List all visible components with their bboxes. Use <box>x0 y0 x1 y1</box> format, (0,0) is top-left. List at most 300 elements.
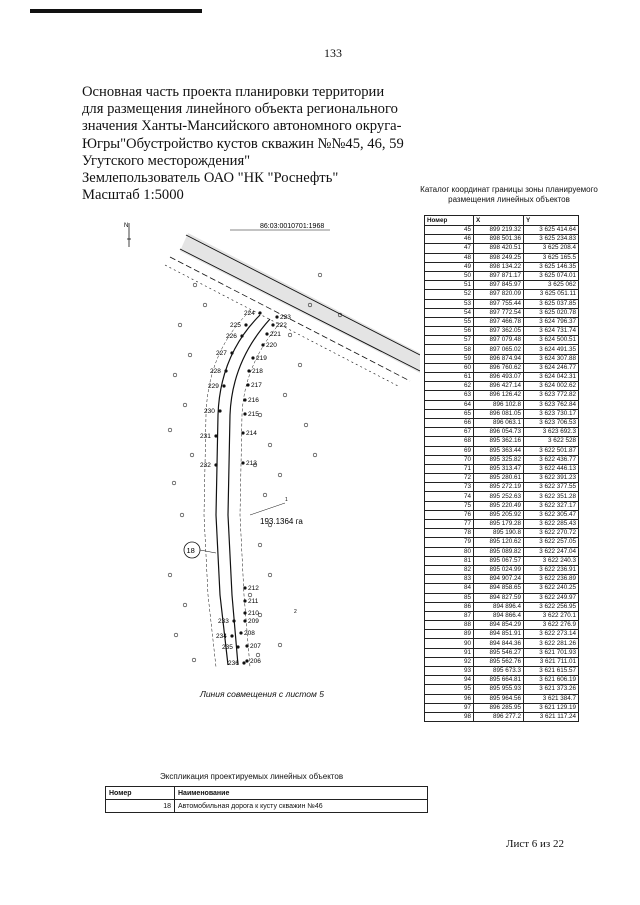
tree-symbol-icon <box>248 593 252 597</box>
catalog-row <box>425 428 579 437</box>
catalog-cell-y: 3 622 528 <box>524 437 579 446</box>
boundary-point-marker <box>236 645 239 648</box>
boundary-point-marker <box>246 383 249 386</box>
catalog-cell-y: 3 622 351.28 <box>524 492 579 501</box>
catalog-cell-y: 3 624 307.88 <box>524 354 579 363</box>
boundary-point-label: 206 <box>250 658 261 665</box>
title-line: значения Ханты-Мансийского автономного округа- <box>82 118 402 135</box>
catalog-cell-number: 50 <box>425 271 474 280</box>
boundary-point-marker <box>243 611 246 614</box>
pipeline-corridor <box>165 233 420 387</box>
catalog-cell-y: 3 622 377.55 <box>524 483 579 492</box>
boundary-point-marker <box>239 631 242 634</box>
catalog-cell-y: 3 622 270.1 <box>524 611 579 620</box>
catalog-cell-y: 3 625 414.64 <box>524 226 579 235</box>
catalog-row <box>425 584 579 593</box>
area-number-2: 2 <box>294 609 297 615</box>
catalog-row <box>425 391 579 400</box>
catalog-cell-number: 72 <box>425 474 474 483</box>
tree-symbol-icon <box>178 323 182 327</box>
sheet-number: Лист 6 из 22 <box>506 838 565 850</box>
catalog-row <box>425 464 579 473</box>
catalog-cell-y: 3 622 236.91 <box>524 565 579 574</box>
explication-header-name: Наименование <box>175 787 428 800</box>
catalog-row <box>425 327 579 336</box>
catalog-cell-y: 3 625 062 <box>524 281 579 290</box>
catalog-row <box>425 529 579 538</box>
catalog-cell-number: 67 <box>425 428 474 437</box>
tree-symbol-icon <box>318 273 322 277</box>
catalog-cell-number: 84 <box>425 584 474 593</box>
boundary-point-label: 208 <box>244 630 255 637</box>
catalog-row <box>425 575 579 584</box>
boundary-point-marker <box>218 409 221 412</box>
catalog-cell-number: 48 <box>425 253 474 262</box>
boundary-point-marker <box>232 619 235 622</box>
explication-title: Экспликация проектируемых линейных объектов <box>160 772 344 781</box>
boundary-point-marker <box>245 644 248 647</box>
boundary-point-marker <box>230 634 233 637</box>
catalog-cell-number: 97 <box>425 703 474 712</box>
catalog-row <box>425 235 579 244</box>
tree-symbol-icon <box>288 333 292 337</box>
catalog-cell-y: 3 622 240.3 <box>524 556 579 565</box>
catalog-row <box>425 685 579 694</box>
catalog-cell-y: 3 625 074.01 <box>524 271 579 280</box>
catalog-cell-y: 3 624 246.77 <box>524 363 579 372</box>
boundary-point-label: 228 <box>210 368 221 375</box>
catalog-cell-number: 46 <box>425 235 474 244</box>
catalog-cell-number: 56 <box>425 327 474 336</box>
catalog-cell-x: 894 896.4 <box>474 602 524 611</box>
boundary-point-label: 211 <box>248 598 259 605</box>
catalog-cell-y: 3 622 281.26 <box>524 639 579 648</box>
catalog-cell-y: 3 624 500.51 <box>524 336 579 345</box>
catalog-cell-x: 896 285.95 <box>474 703 524 712</box>
catalog-cell-number: 77 <box>425 520 474 529</box>
catalog-cell-y: 3 624 796.37 <box>524 317 579 326</box>
catalog-row <box>425 290 579 299</box>
catalog-cell-x: 898 249.25 <box>474 253 524 262</box>
catalog-cell-number: 91 <box>425 648 474 657</box>
catalog-cell-x: 896 277.2 <box>474 712 524 721</box>
boundary-point-marker <box>275 315 278 318</box>
catalog-cell-number: 90 <box>425 639 474 648</box>
tree-symbol-icon <box>192 658 196 662</box>
catalog-cell-number: 95 <box>425 685 474 694</box>
catalog-cell-x: 897 820.09 <box>474 290 524 299</box>
coordinate-catalog-table <box>424 215 579 722</box>
tree-symbol-icon <box>183 603 187 607</box>
tree-symbol-icon <box>283 393 287 397</box>
catalog-row <box>425 400 579 409</box>
catalog-cell-y: 3 621 129.19 <box>524 703 579 712</box>
tree-symbol-icon <box>256 653 260 657</box>
catalog-cell-y: 3 625 208.4 <box>524 244 579 253</box>
catalog-cell-x: 897 362.05 <box>474 327 524 336</box>
object-number: 18 <box>186 546 195 555</box>
catalog-cell-number: 98 <box>425 712 474 721</box>
catalog-cell-x: 894 844.36 <box>474 639 524 648</box>
boundary-point-label: 209 <box>248 618 259 625</box>
catalog-cell-x: 896 054.73 <box>474 428 524 437</box>
header-rule <box>30 9 202 13</box>
catalog-cell-x: 895 190.8 <box>474 529 524 538</box>
title-line: Основная часть проекта планировки территории <box>82 84 385 100</box>
tree-symbol-icon <box>174 633 178 637</box>
boundary-point-label: 222 <box>276 322 287 329</box>
catalog-cell-x: 897 755.44 <box>474 299 524 308</box>
tree-symbol-icon <box>173 373 177 377</box>
tree-symbol-icon <box>313 453 317 457</box>
tree-symbol-icon <box>168 573 172 577</box>
boundary-point-marker <box>261 343 264 346</box>
catalog-cell-y: 3 623 706.53 <box>524 418 579 427</box>
catalog-cell-x: 898 134.22 <box>474 262 524 271</box>
catalog-row <box>425 281 579 290</box>
catalog-cell-y: 3 624 491.35 <box>524 345 579 354</box>
catalog-cell-x: 895 955.93 <box>474 685 524 694</box>
area-number-1: 1 <box>285 497 288 503</box>
catalog-cell-x: 896 102.8 <box>474 400 524 409</box>
boundary-point-label: 225 <box>230 322 241 329</box>
boundary-point-label: 216 <box>248 397 259 404</box>
document-title <box>82 84 412 204</box>
boundary-points-right <box>239 314 291 665</box>
catalog-cell-y: 3 625 165.5 <box>524 253 579 262</box>
boundary-point-marker <box>214 463 217 466</box>
catalog-cell-x: 895 179.28 <box>474 520 524 529</box>
catalog-cell-number: 47 <box>425 244 474 253</box>
catalog-header-x: X <box>474 216 524 226</box>
catalog-cell-number: 62 <box>425 382 474 391</box>
catalog-cell-number: 54 <box>425 308 474 317</box>
page-number: 133 <box>324 46 342 60</box>
catalog-cell-x: 896 063.1 <box>474 418 524 427</box>
tree-symbol-icon <box>203 303 207 307</box>
catalog-cell-x: 895 280.61 <box>474 474 524 483</box>
catalog-row <box>425 308 579 317</box>
catalog-row <box>425 565 579 574</box>
catalog-row <box>425 317 579 326</box>
explication-header-number: Номер <box>106 787 175 800</box>
catalog-cell-x: 895 313.47 <box>474 464 524 473</box>
route-map <box>110 215 420 695</box>
catalog-row <box>425 501 579 510</box>
catalog-row <box>425 418 579 427</box>
catalog-header-y: Y <box>524 216 579 226</box>
catalog-cell-x: 897 065.02 <box>474 345 524 354</box>
catalog-cell-y: 3 621 711.01 <box>524 657 579 666</box>
catalog-cell-y: 3 621 384.7 <box>524 694 579 703</box>
explication-row <box>106 800 428 813</box>
catalog-cell-number: 51 <box>425 281 474 290</box>
boundary-point-label: 220 <box>266 342 277 349</box>
tree-symbol-icon <box>183 403 187 407</box>
boundary-point-label: 231 <box>200 433 211 440</box>
boundary-point-label: 223 <box>280 314 291 321</box>
catalog-cell-number: 80 <box>425 547 474 556</box>
catalog-row <box>425 703 579 712</box>
catalog-cell-number: 60 <box>425 363 474 372</box>
catalog-row <box>425 253 579 262</box>
catalog-cell-x: 896 126.42 <box>474 391 524 400</box>
explication-cell-number: 18 <box>106 800 175 813</box>
catalog-row <box>425 602 579 611</box>
catalog-cell-y: 3 622 240.25 <box>524 584 579 593</box>
catalog-row <box>425 446 579 455</box>
parcel-code: 86:03:0010701:1968 <box>260 223 325 230</box>
catalog-row <box>425 492 579 501</box>
catalog-cell-x: 895 089.82 <box>474 547 524 556</box>
catalog-cell-x: 895 964.56 <box>474 694 524 703</box>
catalog-cell-number: 58 <box>425 345 474 354</box>
catalog-cell-number: 73 <box>425 483 474 492</box>
catalog-cell-y: 3 623 730.17 <box>524 409 579 418</box>
boundary-point-label: 236 <box>228 660 239 667</box>
boundary-point-marker <box>241 431 244 434</box>
title-line: для размещения линейного объекта регионального <box>82 101 398 118</box>
catalog-row <box>425 483 579 492</box>
catalog-cell-number: 70 <box>425 455 474 464</box>
catalog-cell-number: 64 <box>425 400 474 409</box>
catalog-row <box>425 345 579 354</box>
tree-symbol-icon <box>304 423 308 427</box>
boundary-point-marker <box>243 412 246 415</box>
catalog-row <box>425 520 579 529</box>
catalog-cell-number: 78 <box>425 529 474 538</box>
catalog-cell-y: 3 625 051.11 <box>524 290 579 299</box>
boundary-point-marker <box>247 369 250 372</box>
catalog-cell-x: 894 827.59 <box>474 593 524 602</box>
boundary-point-label: 218 <box>252 368 263 375</box>
catalog-cell-y: 3 622 436.77 <box>524 455 579 464</box>
boundary-point-marker <box>265 332 268 335</box>
catalog-cell-x: 897 772.54 <box>474 308 524 317</box>
catalog-cell-x: 894 866.4 <box>474 611 524 620</box>
boundary-point-label: 214 <box>246 430 257 437</box>
boundary-point-marker <box>244 323 247 326</box>
catalog-cell-x: 895 562.76 <box>474 657 524 666</box>
catalog-cell-x: 895 120.62 <box>474 538 524 547</box>
catalog-row <box>425 354 579 363</box>
boundary-point-label: 221 <box>270 331 281 338</box>
catalog-cell-number: 61 <box>425 373 474 382</box>
catalog-cell-x: 895 546.27 <box>474 648 524 657</box>
boundary-point-marker <box>245 659 248 662</box>
tree-symbol-icon <box>268 443 272 447</box>
catalog-cell-number: 87 <box>425 611 474 620</box>
catalog-cell-y: 3 625 020.78 <box>524 308 579 317</box>
catalog-cell-y: 3 623 772.82 <box>524 391 579 400</box>
catalog-cell-number: 74 <box>425 492 474 501</box>
boundary-point-label: 215 <box>248 411 259 418</box>
catalog-cell-x: 898 501.36 <box>474 235 524 244</box>
tree-symbol-icon <box>168 428 172 432</box>
boundary-point-marker <box>251 356 254 359</box>
explication-cell-name: Автомобильная дорога к кусту скважин №46 <box>175 800 428 813</box>
boundary-point-label: 207 <box>250 643 261 650</box>
catalog-body <box>425 226 579 722</box>
catalog-cell-x: 895 252.63 <box>474 492 524 501</box>
catalog-cell-y: 3 622 256.95 <box>524 602 579 611</box>
catalog-cell-y: 3 624 042.31 <box>524 373 579 382</box>
boundary-point-label: 219 <box>256 355 267 362</box>
catalog-cell-number: 45 <box>425 226 474 235</box>
catalog-cell-x: 896 760.62 <box>474 363 524 372</box>
catalog-cell-number: 79 <box>425 538 474 547</box>
title-line: Землепользователь ОАО "НК "Роснефть" <box>82 170 339 187</box>
boundary-point-marker <box>214 434 217 437</box>
catalog-cell-number: 93 <box>425 667 474 676</box>
catalog-row <box>425 382 579 391</box>
catalog-row <box>425 667 579 676</box>
catalog-cell-y: 3 622 305.47 <box>524 510 579 519</box>
catalog-cell-x: 897 871.17 <box>474 271 524 280</box>
tree-symbol-icon <box>188 353 192 357</box>
boundary-point-label: 226 <box>226 333 237 340</box>
catalog-row <box>425 336 579 345</box>
catalog-cell-x: 895 067.57 <box>474 556 524 565</box>
title-line: Югры"Обустройство кустов скважин №№45, 46, 59 <box>82 135 404 152</box>
catalog-cell-number: 57 <box>425 336 474 345</box>
boundary-point-marker <box>271 323 274 326</box>
catalog-cell-number: 96 <box>425 694 474 703</box>
catalog-cell-y: 3 621 606.19 <box>524 676 579 685</box>
catalog-header-row <box>425 216 579 226</box>
boundary-point-marker <box>224 369 227 372</box>
catalog-row <box>425 630 579 639</box>
catalog-cell-x: 896 427.14 <box>474 382 524 391</box>
catalog-cell-y: 3 624 731.74 <box>524 327 579 336</box>
catalog-cell-y: 3 622 327.17 <box>524 501 579 510</box>
catalog-cell-y: 3 622 285.43 <box>524 520 579 529</box>
catalog-cell-number: 68 <box>425 437 474 446</box>
catalog-cell-x: 895 220.49 <box>474 501 524 510</box>
catalog-cell-number: 89 <box>425 630 474 639</box>
boundary-point-label: 227 <box>216 350 227 357</box>
catalog-cell-x: 897 845.97 <box>474 281 524 290</box>
tree-symbol-icon <box>278 643 282 647</box>
catalog-row <box>425 676 579 685</box>
catalog-cell-y: 3 624 002.62 <box>524 382 579 391</box>
explication-header-row <box>106 787 428 800</box>
catalog-cell-x: 899 219.32 <box>474 226 524 235</box>
boundary-point-label: 210 <box>248 610 259 617</box>
catalog-row <box>425 648 579 657</box>
catalog-cell-number: 49 <box>425 262 474 271</box>
catalog-cell-y: 3 622 270.72 <box>524 529 579 538</box>
catalog-cell-x: 895 024.99 <box>474 565 524 574</box>
catalog-cell-x: 898 420.51 <box>474 244 524 253</box>
boundary-point-marker <box>243 398 246 401</box>
boundary-point-label: 213 <box>246 460 257 467</box>
title-line: Масштаб 1:5000 <box>82 187 184 204</box>
boundary-point-marker <box>240 334 243 337</box>
boundary-point-marker <box>243 619 246 622</box>
catalog-row <box>425 455 579 464</box>
area-label: 193.1364 га <box>260 517 303 526</box>
catalog-row <box>425 639 579 648</box>
boundary-point-label: 224 <box>244 310 255 317</box>
title-line: Угутского месторождения" <box>82 152 251 169</box>
boundary-point-label: 229 <box>208 383 219 390</box>
catalog-cell-x: 894 858.65 <box>474 584 524 593</box>
north-label: N <box>124 223 129 229</box>
catalog-cell-y: 3 623 692.3 <box>524 428 579 437</box>
catalog-cell-y: 3 621 373.26 <box>524 685 579 694</box>
catalog-row <box>425 373 579 382</box>
tree-symbol-icon <box>180 513 184 517</box>
catalog-cell-y: 3 622 236.89 <box>524 575 579 584</box>
catalog-cell-x: 895 272.19 <box>474 483 524 492</box>
tree-symbol-icon <box>268 573 272 577</box>
catalog-cell-y: 3 622 391.23 <box>524 474 579 483</box>
catalog-cell-number: 82 <box>425 565 474 574</box>
area-leader <box>250 503 285 515</box>
catalog-cell-x: 894 854.29 <box>474 621 524 630</box>
catalog-cell-number: 88 <box>425 621 474 630</box>
catalog-cell-x: 896 493.07 <box>474 373 524 382</box>
north-arrow-icon <box>124 223 131 247</box>
catalog-row <box>425 593 579 602</box>
catalog-cell-x: 895 362.16 <box>474 437 524 446</box>
catalog-cell-x: 895 664.81 <box>474 676 524 685</box>
catalog-cell-number: 76 <box>425 510 474 519</box>
catalog-cell-y: 3 622 247.04 <box>524 547 579 556</box>
catalog-cell-x: 897 466.78 <box>474 317 524 326</box>
boundary-point-marker <box>222 384 225 387</box>
boundary-point-marker <box>258 311 261 314</box>
catalog-cell-y: 3 625 146.35 <box>524 262 579 271</box>
tree-symbol-icon <box>263 493 267 497</box>
catalog-row <box>425 437 579 446</box>
catalog-cell-number: 94 <box>425 676 474 685</box>
catalog-cell-x: 894 851.91 <box>474 630 524 639</box>
catalog-row <box>425 657 579 666</box>
catalog-cell-number: 55 <box>425 317 474 326</box>
catalog-row <box>425 299 579 308</box>
explication-table <box>105 786 428 813</box>
boundary-point-label: 217 <box>251 382 262 389</box>
catalog-row <box>425 474 579 483</box>
tree-symbol-icon <box>190 453 194 457</box>
catalog-cell-number: 81 <box>425 556 474 565</box>
catalog-cell-x: 894 907.24 <box>474 575 524 584</box>
object-leader <box>200 550 216 553</box>
boundary-point-marker <box>243 586 246 589</box>
catalog-cell-number: 75 <box>425 501 474 510</box>
catalog-cell-number: 52 <box>425 290 474 299</box>
catalog-cell-y: 3 622 257.05 <box>524 538 579 547</box>
catalog-cell-number: 63 <box>425 391 474 400</box>
catalog-row <box>425 621 579 630</box>
catalog-cell-number: 59 <box>425 354 474 363</box>
catalog-cell-number: 53 <box>425 299 474 308</box>
catalog-cell-y: 3 622 249.97 <box>524 593 579 602</box>
boundary-point-label: 233 <box>218 618 229 625</box>
catalog-row <box>425 510 579 519</box>
catalog-row <box>425 611 579 620</box>
boundary-point-label: 235 <box>222 644 233 651</box>
catalog-row <box>425 538 579 547</box>
catalog-cell-x: 895 673.3 <box>474 667 524 676</box>
catalog-row <box>425 226 579 235</box>
tree-symbol-icon <box>172 481 176 485</box>
catalog-cell-y: 3 622 446.13 <box>524 464 579 473</box>
catalog-cell-x: 897 079.48 <box>474 336 524 345</box>
catalog-cell-x: 896 081.05 <box>474 409 524 418</box>
